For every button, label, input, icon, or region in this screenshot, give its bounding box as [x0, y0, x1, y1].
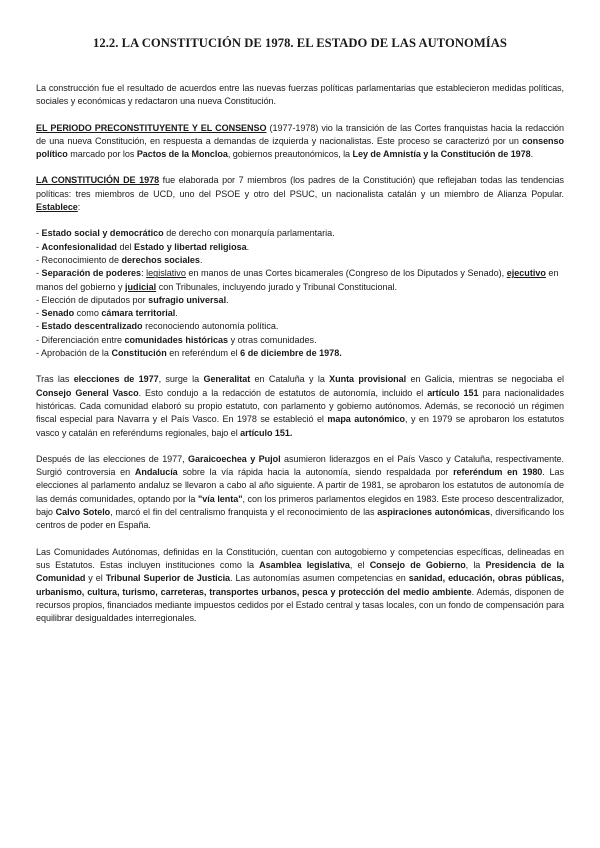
- text-run: La construcción fue el resultado de acuerdos entre las nuevas fuerzas políticas parlamentarias que establecieron medidas políticas, sociales y económicas y redactaron una nueva Constitución.: [36, 83, 564, 107]
- bold-text-run: Consejo de Gobierno: [369, 559, 466, 570]
- text-run: , el: [349, 559, 370, 570]
- text-run: fue elaborada por 7 miembros (los padres de la Constitución) que reflejaban todas las tendencias políticas: tres miembros de UCD, uno del PSOE y otro del PSUC, un nacionalista catalán y un miembro de Alianza Popular.: [36, 175, 565, 199]
- text-run: Las Comunidades Autónomas, definidas en la Constitución, cuentan con autogobierno y competencias específicas, delineadas en sus Estatutos. Estas incluyen instituciones como la: [36, 546, 564, 570]
- bold-text-run: Generalitat: [203, 374, 251, 385]
- underlined-text-run: legislativo: [146, 268, 186, 279]
- bold-text-run: Ley de Amnistía y la Constitución de 1978: [352, 149, 531, 160]
- bold-text-run: derechos sociales: [121, 254, 200, 265]
- text-run: en referéndum el: [166, 348, 241, 359]
- bold-text-run: referéndum en 1980: [453, 467, 543, 478]
- bold-text-run: sufragio universal: [148, 294, 227, 305]
- bold-text-run: Presidencia de la Comunidad: [36, 559, 564, 584]
- bold-text-run: Senado: [41, 308, 75, 319]
- text-run: de derecho con monarquía parlamentaria.: [163, 228, 335, 239]
- comunidades-paragraph: [36, 546, 564, 626]
- text-run: - Elección de diputados por: [36, 294, 149, 305]
- bold-text-run: Separación de poderes: [41, 268, 142, 279]
- bold-text-run: ejecutivo: [506, 268, 546, 279]
- bold-text-run: Calvo Sotelo: [55, 507, 111, 518]
- text-run: sobre la vía rápida hacia la autonomía, siendo respaldada por: [177, 467, 454, 478]
- text-run: en manos del gobierno y: [36, 268, 559, 292]
- text-run: en manos de unas Cortes bicamerales (Congreso de los Diputados y Senado),: [185, 268, 507, 279]
- bold-text-run: mapa autonómico: [327, 414, 406, 425]
- text-run: - Reconocimiento de: [36, 254, 122, 265]
- text-run: reconociendo autonomía política.: [142, 321, 279, 332]
- text-run: del: [116, 241, 135, 252]
- bold-text-run: Estado y libertad religiosa: [134, 241, 247, 252]
- text-run: para nacionalidades históricas. Cada comunidad elaboró su propio estatuto, con parlamento y gobierno autónomos. Además, se reconoció un régimen fiscal especial para Navarra y el País Vasco. En 1978 se estableció el: [36, 387, 565, 425]
- list-item: [36, 254, 564, 267]
- bold-text-run: judicial: [125, 281, 157, 292]
- despues-1977-paragraph: [36, 453, 564, 533]
- bold-text-run: comunidades históricas: [124, 334, 229, 345]
- bold-text-run: elecciones de 1977: [73, 374, 159, 385]
- text-run: en Cataluña y la: [250, 374, 330, 385]
- text-run: con Tribunales, incluyendo jurado y Tribunal Constitucional.: [156, 281, 398, 292]
- bold-text-run: cámara territorial: [101, 308, 176, 319]
- text-run: , marcó el fin del centralismo franquista y el reconocimiento de las: [110, 507, 378, 518]
- bold-text-run: Tribunal Superior de Justicia: [105, 573, 231, 584]
- text-run: y otras comunidades.: [228, 334, 317, 345]
- bold-text-run: artículo 151.: [240, 427, 293, 438]
- text-run: .: [175, 308, 178, 319]
- text-run: . Esto condujo a la redacción de estatutos de autonomía, incluido el: [138, 387, 428, 398]
- text-run: , con los primeros parlamentos elegidos en 1983. Este proceso descentralizador, bajo: [36, 493, 565, 518]
- establece-list: [36, 227, 564, 360]
- list-item: [36, 320, 564, 333]
- list-item: [36, 227, 564, 240]
- elecciones-1977-paragraph: [36, 373, 564, 439]
- text-run: , surge la: [158, 374, 204, 385]
- intro-paragraph: [36, 82, 564, 109]
- text-run: - Diferenciación entre: [36, 334, 125, 345]
- document-title: 12.2. LA CONSTITUCIÓN DE 1978. EL ESTADO DE LAS AUTONOMÍAS: [93, 36, 507, 50]
- text-run: - Aprobación de la: [36, 348, 112, 359]
- text-run: -: [36, 308, 42, 319]
- text-run: , gobiernos preautonómicos, la: [227, 149, 353, 160]
- list-item: [36, 241, 564, 254]
- bold-text-run: Pactos de la Moncloa: [136, 149, 228, 160]
- text-run: , la: [465, 559, 486, 570]
- bold-text-run: Consejo General Vasco: [36, 387, 139, 398]
- text-run: en Galicia, mientras se negociaba el: [406, 374, 564, 385]
- list-item: [36, 347, 564, 360]
- text-run: . Las autonomías asumen competencias en: [230, 573, 409, 584]
- text-run: asumieron liderazgos en el País Vasco y Cataluña, respectivamente. Surgió controversia en: [36, 453, 564, 478]
- bold-text-run: Xunta provisional: [329, 374, 407, 385]
- text-run: Después de las elecciones de 1977,: [36, 453, 189, 464]
- bold-text-run: Constitución: [111, 348, 167, 359]
- text-run: -: [36, 228, 42, 239]
- bold-text-run: "vía lenta": [198, 493, 243, 504]
- bold-text-run: artículo 151: [427, 387, 479, 398]
- bold-text-run: LA CONSTITUCIÓN DE 1978: [36, 175, 160, 186]
- bold-text-run: Andalucía: [134, 467, 178, 478]
- list-item: [36, 294, 564, 307]
- text-run: .: [530, 149, 534, 160]
- list-item: [36, 307, 564, 320]
- text-run: , diversificando los centros de poder en España.: [36, 507, 565, 531]
- text-run: . Además, disponen de recursos propios, financiados mediante impuestos cedidos por el Estado central y tasas locales, con un fondo de compensación para equilibrar desigualdades interregionales.: [36, 586, 564, 624]
- bold-text-run: sanidad, educación, obras públicas, urbanismo, cultura, turismo, carreteras, transportes urbanos, pesca y protección del medio ambiente: [36, 573, 564, 597]
- text-run: como: [74, 308, 102, 319]
- preconstituyente-paragraph: [36, 122, 564, 162]
- text-run: .: [226, 294, 229, 305]
- bold-text-run: consenso político: [36, 135, 564, 160]
- bold-text-run: Estado social y democrático: [41, 228, 164, 239]
- bold-text-run: Aconfesionalidad: [41, 241, 117, 252]
- bold-text-run: EL PERIODO PRECONSTITUYENTE Y EL CONSENSO: [36, 122, 267, 133]
- bold-text-run: 6 de diciembre de 1978.: [240, 348, 342, 359]
- text-run: Tras las: [36, 374, 74, 385]
- text-run: marcado por los: [67, 149, 137, 160]
- constitucion-paragraph: [36, 174, 564, 214]
- bold-text-run: aspiraciones autonómicas: [377, 507, 490, 518]
- text-run: , y en 1979 se aprobaron los estatutos vasco y catalán en referéndums regionales, bajo el: [36, 414, 565, 438]
- text-run: :: [77, 202, 81, 213]
- text-run: .: [199, 254, 203, 265]
- text-run: -: [36, 241, 42, 252]
- list-item: [36, 267, 564, 294]
- text-run: :: [141, 268, 147, 279]
- bold-text-run: Garaicoechea y Pujol: [188, 453, 281, 464]
- text-run: -: [36, 268, 42, 279]
- bold-text-run: Establece: [36, 202, 78, 213]
- text-run: (1977-1978) vio la transición de las Cortes franquistas hacia la redacción de una nueva Constitución, en respuesta a demandas de izquierda y nacionalistas. Este proceso se caracterizó por un: [36, 122, 564, 146]
- bold-text-run: Estado descentralizado: [41, 321, 143, 332]
- text-run: .: [246, 241, 250, 252]
- text-run: y el: [85, 573, 106, 584]
- bold-text-run: Asamblea legislativa: [259, 559, 350, 570]
- list-item: [36, 334, 564, 347]
- text-run: -: [36, 321, 42, 332]
- text-run: . Las elecciones al parlamento andaluz se llevaron a cabo al año siguiente. A partir de 1981, se aprobaron los estatutos de autonomía de las demás comunidades, optando por la: [36, 467, 564, 504]
